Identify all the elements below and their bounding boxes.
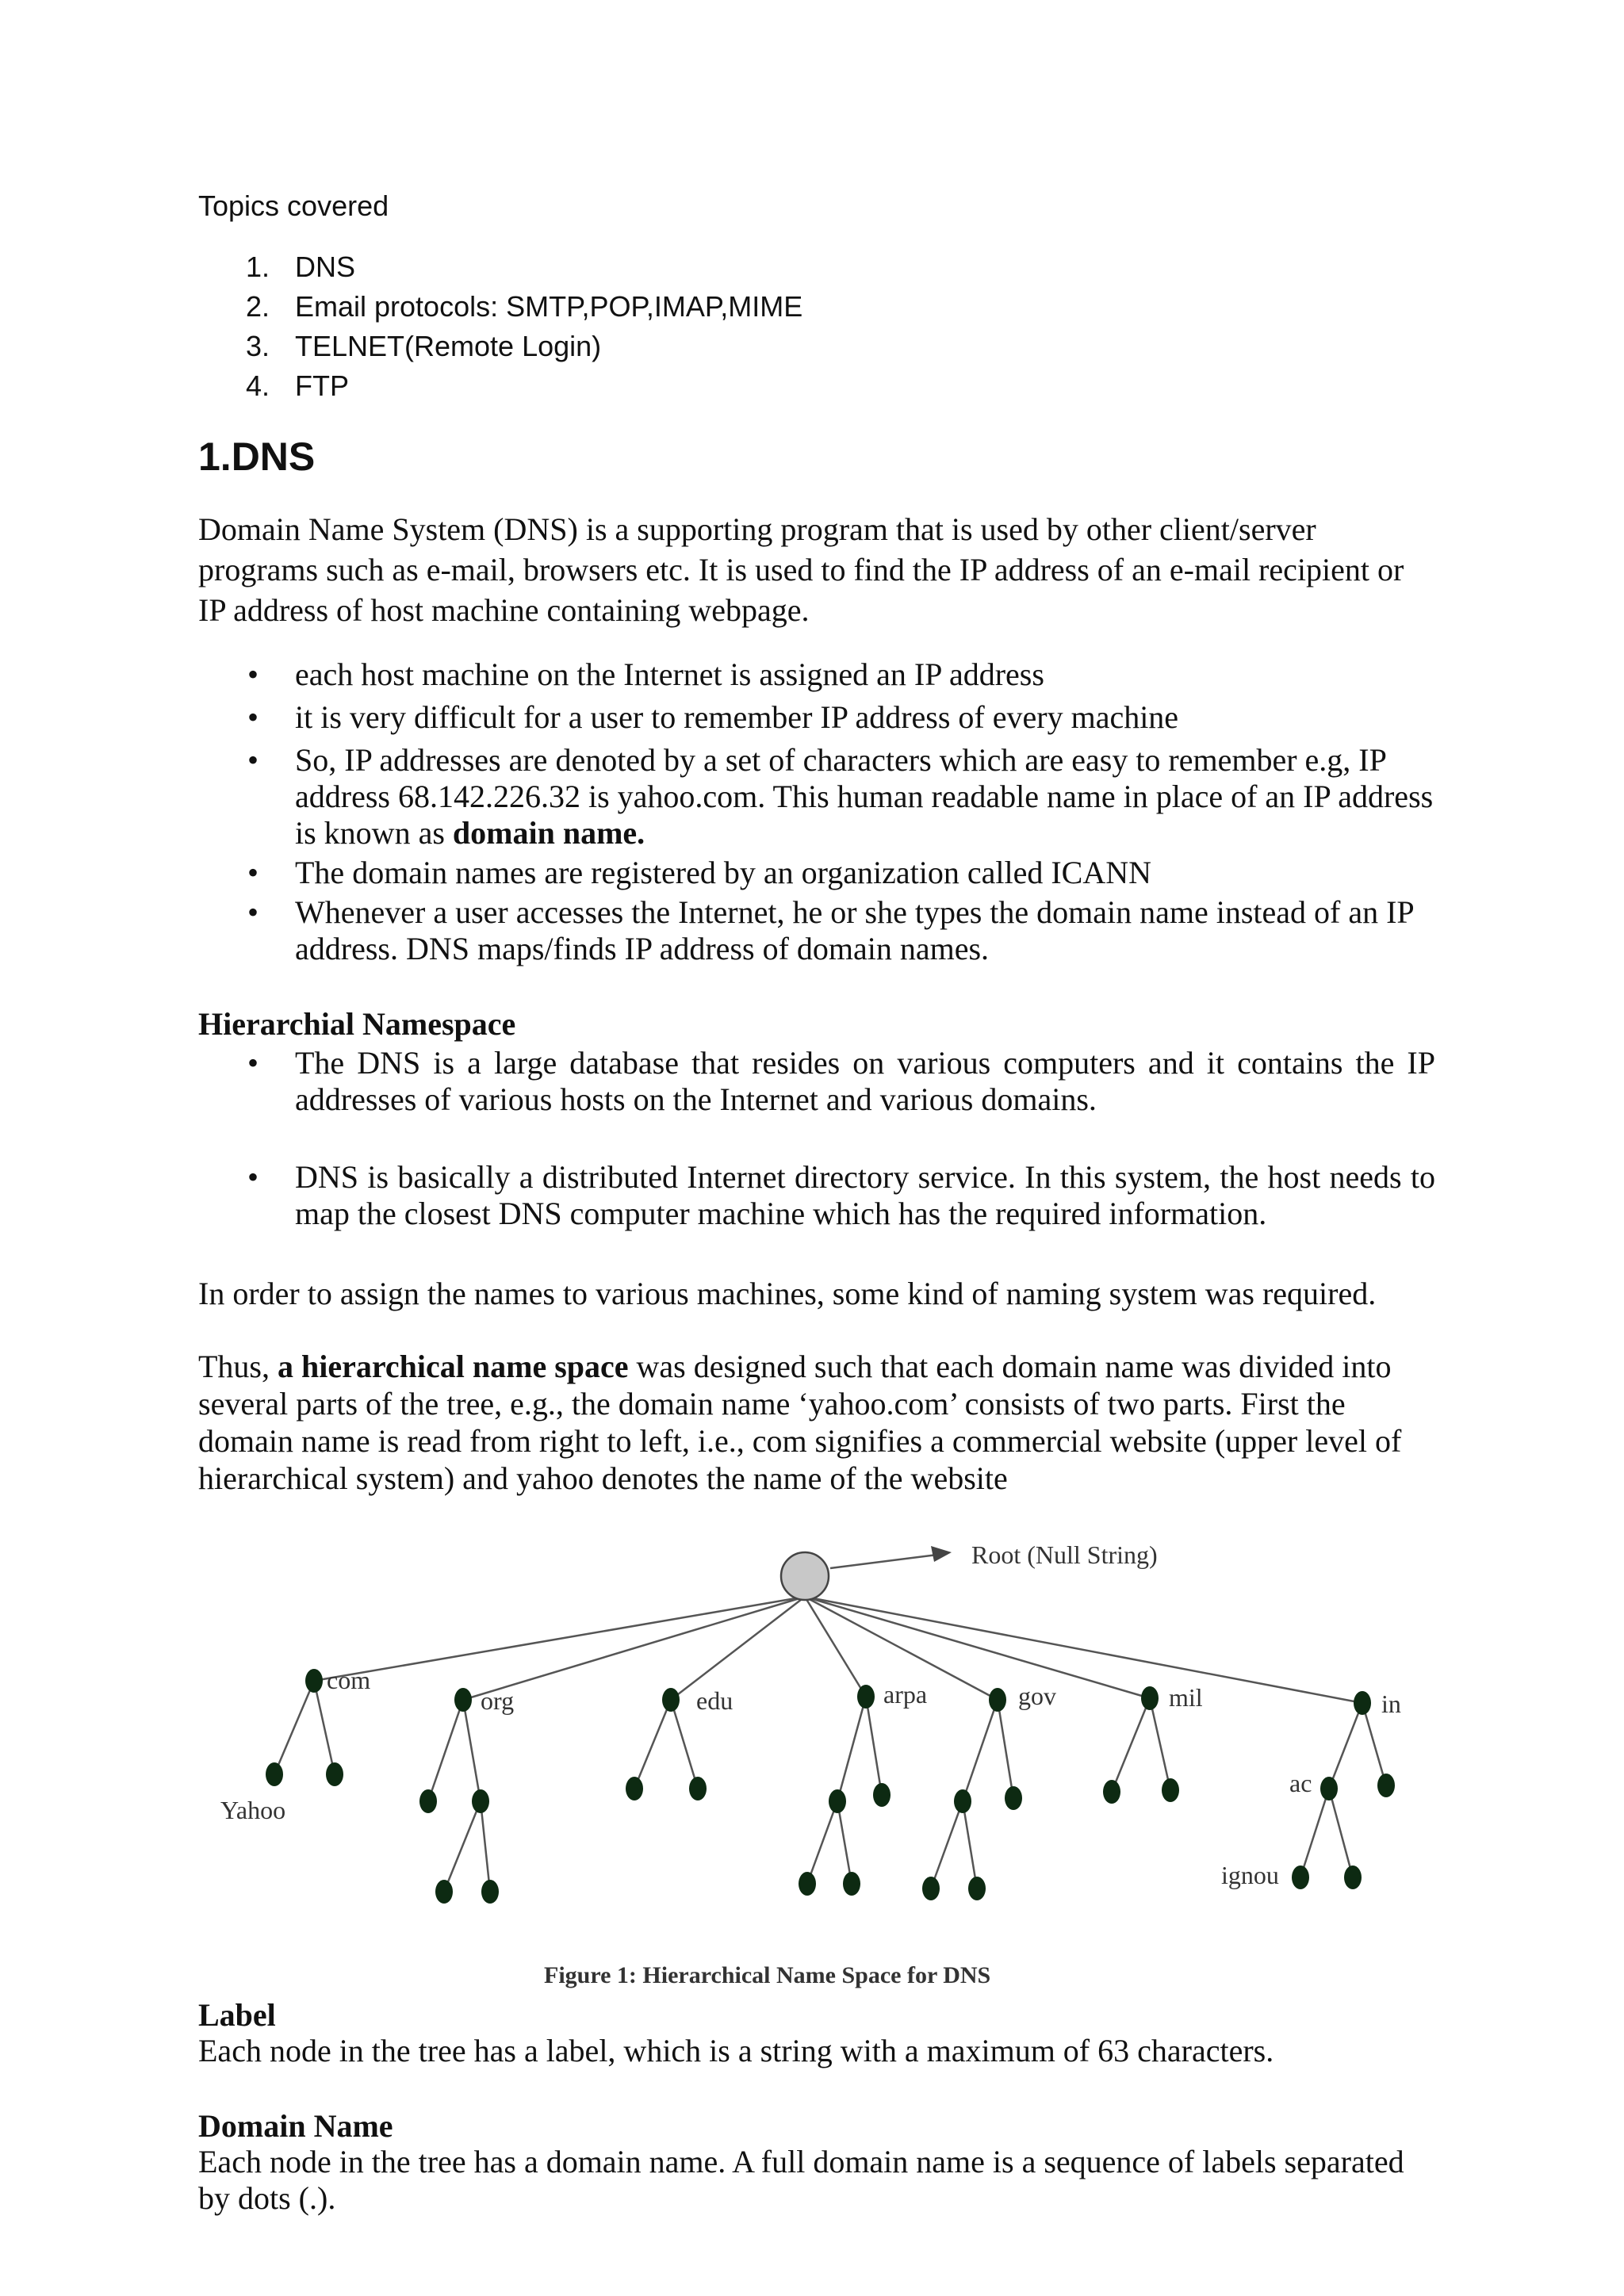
tree-edge bbox=[1150, 1698, 1170, 1790]
list-item bbox=[198, 742, 1435, 851]
tree-node bbox=[954, 1789, 971, 1813]
dns-hierarchy-tree-diagram bbox=[198, 1536, 1467, 2004]
topic-item bbox=[198, 287, 802, 327]
topic-number: 4. bbox=[246, 369, 270, 402]
ac-label: ac bbox=[1289, 1769, 1312, 1797]
domain-name-paragraph: Each node in the tree has a domain name. A full domain name is a sequence of labels separated by dots (.). bbox=[198, 2144, 1404, 2216]
domain-label-arpa: arpa bbox=[883, 1680, 928, 1709]
bullet-text: So, IP addresses are denoted by a set of characters which are easy to remember e.g, IP address 68.142.226.32 is yahoo.com. This human readable name in place of an IP address is known as bbox=[295, 742, 1434, 851]
domain-node-arpa bbox=[857, 1685, 875, 1709]
tree-edge bbox=[1300, 1789, 1329, 1877]
tree-node bbox=[1377, 1774, 1395, 1797]
list-item: • DNS is basically a distributed Internet directory service. In this system, the host needs to map the closest DNS computer machine which has the required information. bbox=[198, 1159, 1435, 1232]
yahoo-label: Yahoo bbox=[220, 1796, 286, 1824]
tree-edge bbox=[314, 1681, 335, 1774]
tree-node bbox=[689, 1777, 707, 1800]
tree-node bbox=[843, 1872, 860, 1896]
tree-edge bbox=[931, 1801, 963, 1888]
tree-edge bbox=[807, 1801, 837, 1884]
ignou-label: ignou bbox=[1221, 1861, 1279, 1889]
topic-item bbox=[198, 247, 802, 287]
tree-node bbox=[829, 1789, 846, 1813]
tree-edge bbox=[444, 1801, 481, 1892]
tree-node bbox=[799, 1872, 816, 1896]
root-label: Root (Null String) bbox=[971, 1540, 1158, 1569]
domain-node-edu bbox=[662, 1688, 680, 1712]
figure-caption: Figure 1: Hierarchical Name Space for DNS bbox=[544, 1962, 991, 1988]
topic-label: FTP bbox=[295, 369, 349, 402]
tree-edge bbox=[671, 1700, 698, 1789]
tree-edge bbox=[963, 1801, 977, 1888]
label-heading: Label bbox=[198, 1997, 276, 2033]
tree-node bbox=[968, 1877, 986, 1900]
root-edge bbox=[463, 1597, 805, 1700]
section-title: 1.DNS bbox=[198, 434, 316, 479]
tree-node bbox=[1103, 1780, 1120, 1804]
tree-edge bbox=[837, 1801, 852, 1884]
tree-edges bbox=[274, 1546, 1386, 1892]
yahoo-node bbox=[266, 1762, 283, 1786]
tree-edge bbox=[1329, 1703, 1362, 1789]
label-paragraph: Each node in the tree has a label, which is a string with a maximum of 63 characters. bbox=[198, 2033, 1274, 2068]
domain-label-org: org bbox=[481, 1686, 515, 1715]
dns-intro-paragraph: Domain Name System (DNS) is a supporting program that is used by other client/server programs such as e-mail, browsers etc. It is used to find the IP address of an e-mail recipient or IP address of host machine containing webpage. bbox=[198, 511, 1404, 628]
list-item: • each host machine on the Internet is assigned an IP address bbox=[198, 656, 1435, 693]
topic-item bbox=[198, 327, 802, 366]
tree-node bbox=[326, 1762, 343, 1786]
root-edge bbox=[671, 1597, 805, 1700]
naming-system-paragraph: In order to assign the names to various machines, some kind of naming system was required. bbox=[198, 1276, 1377, 1311]
tree-node bbox=[472, 1789, 489, 1813]
topic-item bbox=[198, 366, 802, 406]
domain-node-in bbox=[1354, 1691, 1371, 1715]
tree-node bbox=[435, 1880, 453, 1904]
domain-label-mil: mil bbox=[1169, 1683, 1203, 1712]
domain-label-gov: gov bbox=[1018, 1682, 1056, 1710]
tree-node bbox=[922, 1877, 940, 1900]
tree-node bbox=[626, 1777, 643, 1800]
tree-edge bbox=[866, 1697, 882, 1795]
topic-number: 2. bbox=[246, 290, 270, 323]
topic-label: Email protocols: SMTP,POP,IMAP,MIME bbox=[295, 290, 803, 323]
topic-label: DNS bbox=[295, 251, 356, 283]
tree-node bbox=[419, 1789, 437, 1813]
tree-node bbox=[481, 1880, 499, 1904]
hierarchical-name-space-paragraph bbox=[198, 1348, 1435, 1497]
paragraph-text: was designed such that each domain name was divided into several parts of the tree, e.g., the domain name ‘yahoo.com’ consists of two parts. First the domain name is read from right to left, i.e., com signifies a commercial website (upper level of hierarchical system) and yahoo denotes the name of the website bbox=[198, 1349, 1402, 1496]
list-item: • it is very difficult for a user to remember IP address of every machine bbox=[198, 699, 1435, 736]
domain-label-in: in bbox=[1381, 1689, 1401, 1718]
hierarchial-bullet-list bbox=[198, 1045, 1435, 1232]
list-item: • The domain names are registered by an organization called ICANN bbox=[198, 855, 1435, 891]
domain-node-org bbox=[454, 1688, 472, 1712]
tree-node bbox=[1005, 1786, 1022, 1810]
topics-list bbox=[198, 247, 802, 406]
root-arrow-line bbox=[830, 1554, 944, 1568]
topic-number: 1. bbox=[246, 251, 270, 283]
domain-label-com: com bbox=[327, 1666, 371, 1694]
tree-node bbox=[873, 1783, 891, 1807]
root-arrow-head bbox=[931, 1546, 952, 1562]
tree-edge bbox=[1112, 1698, 1150, 1792]
tree-edge bbox=[274, 1681, 314, 1774]
ac-node bbox=[1320, 1777, 1338, 1800]
bullet-bold-text: domain name. bbox=[452, 815, 645, 851]
ignou-node bbox=[1292, 1866, 1309, 1889]
tree-edge bbox=[1329, 1789, 1353, 1877]
tree-edge bbox=[998, 1700, 1013, 1798]
paragraph-text: Thus, bbox=[198, 1349, 278, 1384]
paragraph-bold-text: a hierarchical name space bbox=[278, 1349, 629, 1384]
root-node bbox=[781, 1552, 829, 1600]
list-item: • The DNS is a large database that resides on various computers and it contains the IP addresses of various hosts on the Internet and various domains. bbox=[198, 1045, 1435, 1118]
topics-title: Topics covered bbox=[198, 189, 389, 222]
tree-edge bbox=[481, 1801, 490, 1892]
tree-edge bbox=[837, 1697, 866, 1801]
domain-node-gov bbox=[989, 1688, 1006, 1712]
domain-node-com bbox=[305, 1669, 323, 1693]
tree-edge bbox=[463, 1700, 481, 1801]
tree-node bbox=[1162, 1778, 1179, 1802]
tree-edge bbox=[634, 1700, 671, 1789]
domain-node-mil bbox=[1141, 1686, 1159, 1710]
dns-bullet-list bbox=[198, 656, 1435, 967]
domain-name-heading: Domain Name bbox=[198, 2108, 393, 2144]
domain-label-edu: edu bbox=[696, 1686, 733, 1715]
tree-node bbox=[1344, 1866, 1362, 1889]
tree-edge bbox=[428, 1700, 463, 1801]
root-edge bbox=[314, 1597, 805, 1681]
hierarchial-heading: Hierarchial Namespace bbox=[198, 1006, 516, 1042]
tree-edge bbox=[963, 1700, 998, 1801]
topic-label: TELNET(Remote Login) bbox=[295, 330, 602, 362]
topic-number: 3. bbox=[246, 330, 270, 362]
list-item: • Whenever a user accesses the Internet, he or she types the domain name instead of an IP address. DNS maps/finds IP address of domain names. bbox=[198, 894, 1435, 967]
